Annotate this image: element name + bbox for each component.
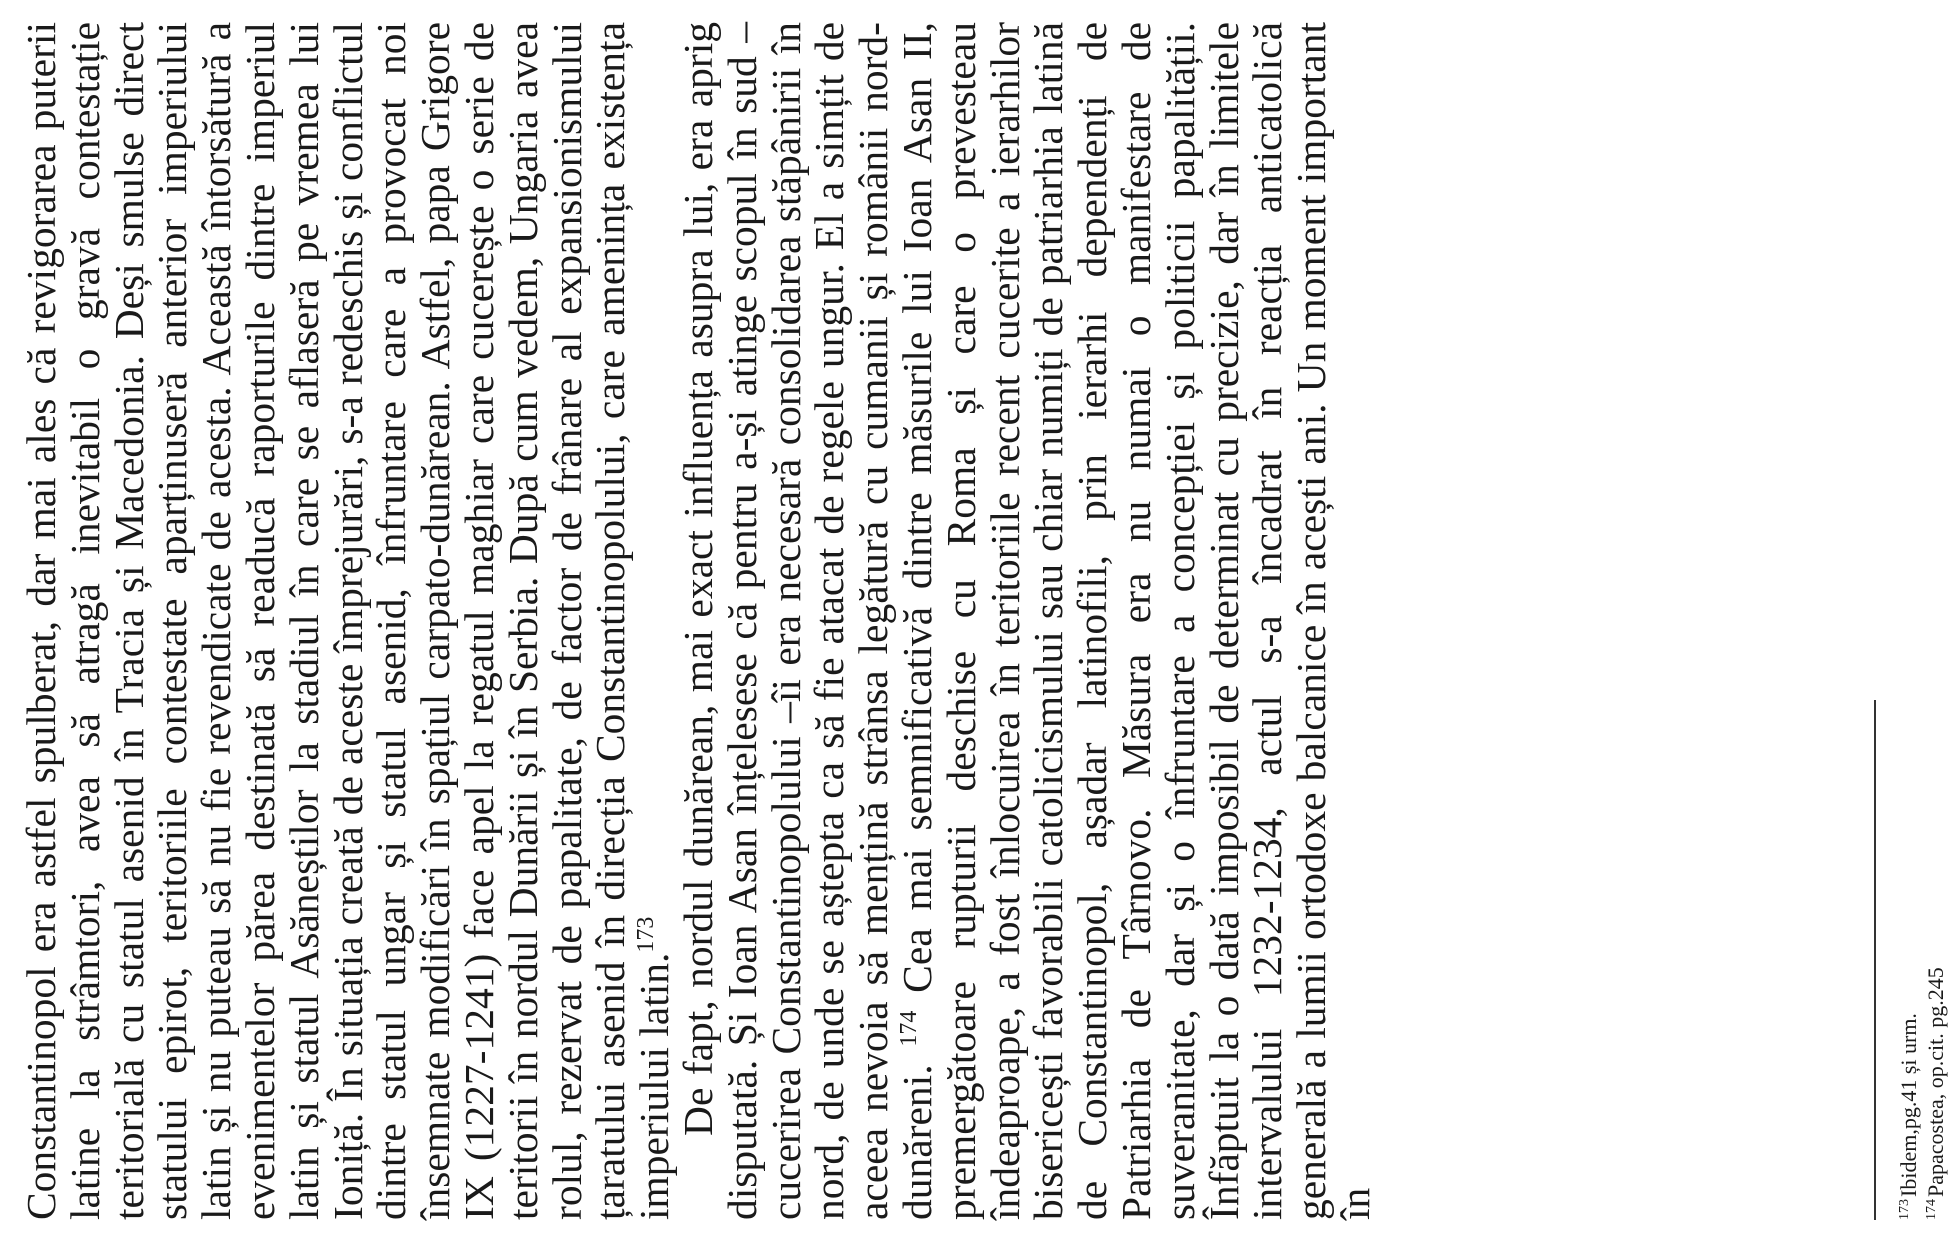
footnote-text: Papacostea, op.cit. pg.245 <box>1923 967 1948 1197</box>
footnote-ref-174: 174 <box>896 1010 923 1047</box>
footnote-divider <box>1874 700 1876 1220</box>
paragraph-2 <box>674 21 1378 1220</box>
footnote-ref-173: 173 <box>633 916 660 953</box>
paragraph-1-text: Constantinopol era astfel spulberat, dar mai ales că revigorarea puterii latine la strâmtori, avea să atragă inevitabil o gravă contestație teritorială cu statul asenid în Tracia și Macedonia. Deși smulse direct statului epirot, teritoriile contestate aparținuseră anterior imperiului latin și nu puteau să nu fie revendicate de acesta. Această întorsătură a evenimentelor părea destinată să readucă raporturile dintre imperiul latin și statul Asăneștilor la stadiul în care se aflaseră pe vremea lui Ioniță. În situația creată de aceste împrejurări, s-a redeschis și conflictul dintre statul ungar și statul asenid, înfruntare care a provocat noi însemnate modificări în spațiul carpato-dunărean. Astfel, papa Grigore IX (1227-1241) face apel la regatul maghiar care cucerește o serie de teritorii în nordul Dunării și în Serbia. După cum vedem, Ungaria avea rolul, rezervat de papalitate, de factor de frânare al expansionismului țaratului asenid în direcția Constantinopolului, care amenința existența imperiului latin. <box>18 22 678 1220</box>
paragraph-2-text-continued: Cea mai semnificativă dintre măsurile lui Ioan Asan II, premergătoare rupturii deschise cu Roma și care o prevesteau îndeaproape, a fost înlocuirea în teritoriile recent cucerite a ierarhilor bisericești favorabili catolicismului sau chiar numiți de patriarhia latină de Constantinopol, așadar latinofili, prin ierarhi dependenți de Patriarhia de Târnovo. Măsura era nu numai o manifestare de suveranitate, dar și o înfruntare a concepției și politicii papalității. Înfăptuit la o dată imposibil de determinat cu precizie, dar în limitele intervalului 1232-1234, actul s-a încadrat în reacția anticatolică generală a lumii ortodoxe balcanice în acești ani. Un moment important în <box>893 21 1378 1220</box>
footnote-174 <box>1922 70 1949 1220</box>
paragraph-1 <box>20 22 677 1220</box>
paragraph-2-text: De fapt, nordul dunărean, mai exact influența asupra lui, era aprig disputată. Și Ioan Asan înțelesese că pentru a-și atinge scopul în sud –cucerirea Constantinopolului –îi era necesară consolidarea stăpânirii în nord, de unde se aștepta ca să fie atacat de regele ungur. El a simțit de aceea nevoia să mențină strânsa legătură cu cumanii și românii nord-dunăreni. <box>674 22 940 1220</box>
body-text <box>20 22 1378 1220</box>
footnote-number: 174 <box>1923 1199 1939 1220</box>
footnote-number: 173 <box>1896 1199 1912 1220</box>
footnote-173 <box>1895 70 1922 1220</box>
footnote-text: Ibidem,pg.41 și urm. <box>1896 1013 1921 1197</box>
footnotes <box>1895 70 1949 1220</box>
